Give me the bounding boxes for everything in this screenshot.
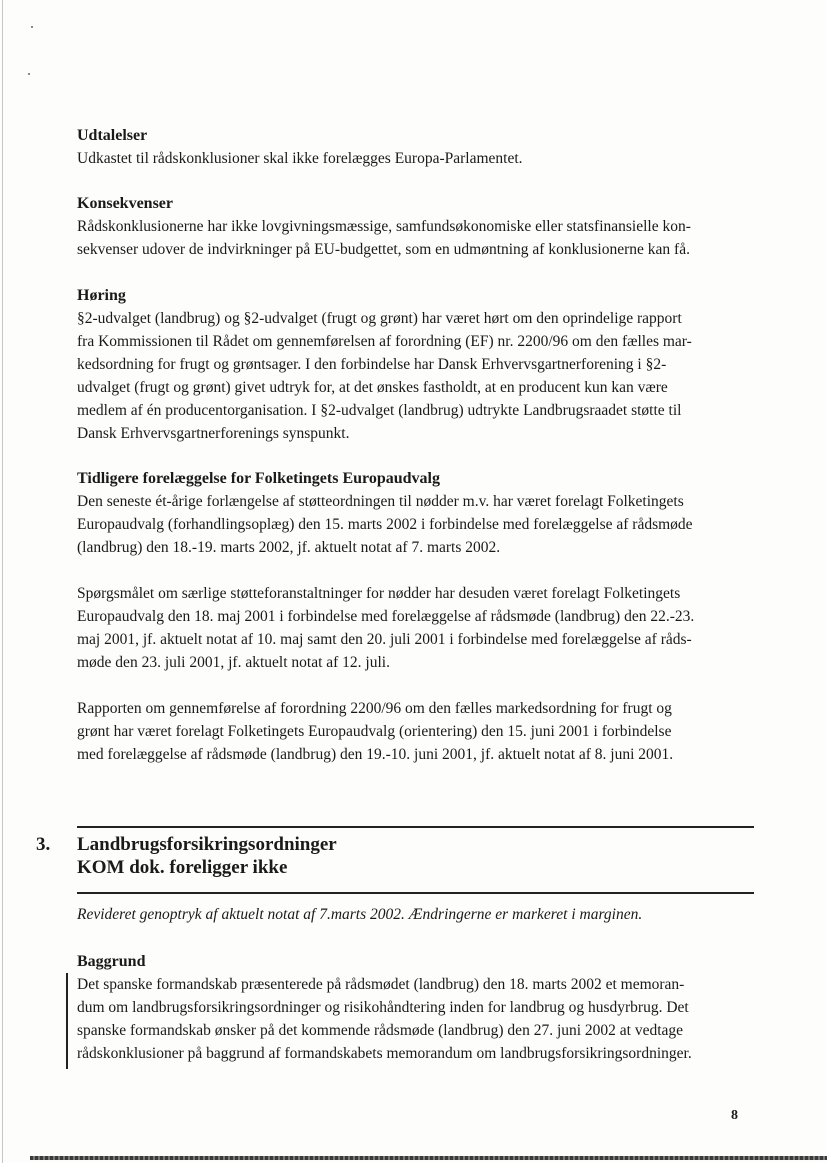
paragraph-line: medlem af én producentorganisation. I §2-udvalget (landbrug) udtrykte Landbrugsraadet støtte til xyxy=(77,402,682,419)
paragraph-line: Den seneste ét-årige forlængelse af støtteordningen til nødder m.v. har været forelagt Folketingets xyxy=(77,493,684,510)
scan-bottom-band xyxy=(30,1156,827,1160)
scan-speck xyxy=(31,26,33,28)
section-hoering xyxy=(77,285,742,445)
paragraph-line: sekvenser udover de indvirkninger på EU-budgettet, som en udmøntning af konklusionerne kan få. xyxy=(77,241,690,258)
scan-edge-line xyxy=(2,0,3,1163)
paragraph-line: med forelæggelse af rådsmøde (landbrug) den 19.-10. juni 2001, jf. aktuelt notat af 8. juni 2001. xyxy=(77,746,674,763)
paragraph-line: grønt har været forelagt Folketingets Europaudvalg (orientering) den 15. juni 2001 i forbindelse xyxy=(77,723,672,740)
change-margin-marker xyxy=(66,973,68,1069)
section-heading: Konsekvenser xyxy=(77,195,173,212)
paragraph-line: Udkastet til rådskonklusioner skal ikke forelægges Europa-Parlamentet. xyxy=(77,150,523,167)
paragraph-line: maj 2001, jf. aktuelt notat af 10. maj samt den 20. juli 2001 i forbindelse med forelæggelse af råds- xyxy=(77,631,692,648)
section-baggrund xyxy=(77,951,742,1065)
paragraph-line: Europaudvalg (forhandlingsoplæg) den 15. marts 2002 i forbindelse med forelæggelse af rådsmøde xyxy=(77,516,693,533)
paragraph-line: Europaudvalg den 18. maj 2001 i forbindelse med forelæggelse af rådsmøde (landbrug) den 22.-23. xyxy=(77,608,695,625)
section-title xyxy=(77,833,737,879)
paragraph-line: Rapporten om gennemførelse af forordning 2200/96 om den fælles markedsordning for frugt og xyxy=(77,700,672,717)
paragraph-line: Det spanske formandskab præsenterede på rådsmødet (landbrug) den 18. marts 2002 et memoran- xyxy=(77,976,685,993)
paragraph-line: Dansk Erhvervsgartnerforenings synspunkt. xyxy=(77,425,350,442)
section-heading: Baggrund xyxy=(77,953,146,970)
section-heading: Udtalelser xyxy=(77,127,148,144)
section-heading: Høring xyxy=(77,287,126,304)
section-udtalelser xyxy=(77,125,742,170)
top-divider-rule xyxy=(77,826,754,828)
paragraph-line: spanske formandskab ønsker på det kommende rådsmøde (landbrug) den 27. juni 2002 at vedtage xyxy=(77,1022,684,1039)
paragraph-rapporten xyxy=(77,697,742,766)
section-title-line: Landbrugsforsikringsordninger xyxy=(77,834,337,855)
page-number: 8 xyxy=(731,1108,738,1123)
paragraph-line: (landbrug) den 18.-19. marts 2002, jf. aktuelt notat af 7. marts 2002. xyxy=(77,539,501,556)
section-title-line: KOM dok. foreligger ikke xyxy=(77,857,288,878)
paragraph-line: kedsordning for frugt og grøntsager. I den forbindelse har Dansk Erhvervsgartnerforening i §2- xyxy=(77,356,667,373)
paragraph-line: rådskonklusioner på baggrund af formandskabets memorandum om landbrugsforsikringsordninger. xyxy=(77,1045,692,1062)
scan-speck xyxy=(28,73,30,75)
section-tidligere-forelaeggelse xyxy=(77,468,742,559)
revision-note: Revideret genoptryk af aktuelt notat af 7.marts 2002. Ændringerne er markeret i marginen. xyxy=(77,906,643,923)
paragraph-line: §2-udvalget (landbrug) og §2-udvalget (frugt og grønt) har været hørt om den oprindelige rapport xyxy=(77,310,682,327)
paragraph-line: møde den 23. juli 2001, jf. aktuelt notat af 12. juli. xyxy=(77,654,390,671)
section-number: 3. xyxy=(36,834,51,855)
paragraph-noedder xyxy=(77,582,742,674)
paragraph-line: Rådskonklusionerne har ikke lovgivningsmæssige, samfundsøkonomiske eller statsfinansielle kon- xyxy=(77,218,691,235)
paragraph-line: udvalget (frugt og grønt) givet udtryk for, at det ønskes fastholdt, at en producent kun kan være xyxy=(77,379,668,396)
bottom-divider-rule xyxy=(77,892,754,894)
section-heading: Tidligere forelæggelse for Folketingets Europaudvalg xyxy=(77,470,440,487)
section-konsekvenser xyxy=(77,193,742,261)
paragraph-line: dum om landbrugsforsikringsordninger og risikohåndtering inden for landbrug og husdyrbrug. Det xyxy=(77,999,689,1016)
paragraph-line: Spørgsmålet om særlige støtteforanstaltninger for nødder har desuden været forelagt Folketingets xyxy=(77,585,681,602)
paragraph-line: fra Kommissionen til Rådet om gennemførelsen af forordning (EF) nr. 2200/96 om den fælles mar- xyxy=(77,333,692,350)
